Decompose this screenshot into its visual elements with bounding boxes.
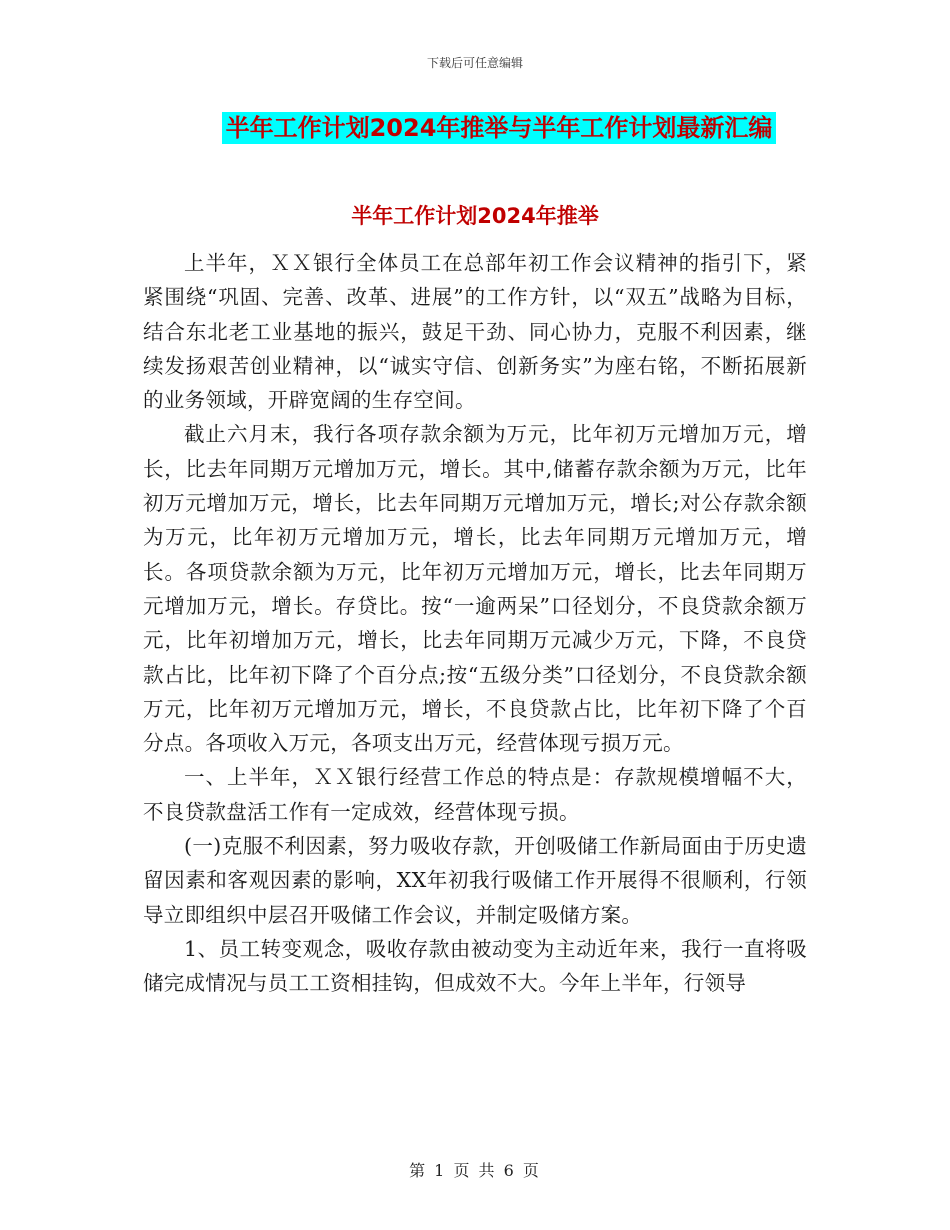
document-title-container — [0, 112, 950, 144]
paragraph: 1、员工转变观念，吸收存款由被动变为主动近年来，我行一直将吸储完成情况与员工工资相挂钩，但成效不大。今年上半年，行领导 — [143, 936, 807, 996]
header-note: 下载后可任意编辑 — [426, 56, 523, 70]
page-number-footer: 第 1 页 共 6 页 — [409, 1161, 541, 1180]
section-title: 半年工作计划2024年推举 — [351, 204, 599, 228]
paragraph: 上半年，ＸＸ银行全体员工在总部年初工作会议精神的指引下，紧紧围绕“巩固、完善、改革、进展”的工作方针，以“双五”战略为目标，结合东北老工业基地的振兴，鼓足干劲、同心协力，克服不利因素，继续发扬艰苦创业精神，以“诚实守信、创新务实”为座右铭，不断拓展新的业务领域，开辟宽阔的生存空间。 — [143, 251, 807, 413]
document-title: 半年工作计划2024年推举与半年工作计划最新汇编 — [222, 112, 777, 144]
paragraph: 一、上半年，ＸＸ银行经营工作总的特点是：存款规模增幅不大，不良贷款盘活工作有一定成效，经营体现亏损。 — [143, 765, 807, 824]
document-body — [143, 246, 807, 1001]
paragraph: 截止六月末，我行各项存款余额为万元，比年初万元增加万元，增长，比去年同期万元增加万元，增长。其中,储蓄存款余额为万元，比年初万元增加万元，增长，比去年同期万元增加万元，增长;对公存款余额为万元，比年初万元增加万元，增长，比去年同期万元增加万元，增长。各项贷款余额为万元，比年初万元增加万元，增长，比去年同期万元增加万元，增长。存贷比。按“一逾两呆”口径划分，不良贷款余额万元，比年初增加万元，增长，比去年同期万元减少万元，下降，不良贷款占比，比年初下降了个百分点;按“五级分类”口径划分，不良贷款余额万元，比年初万元增加万元，增长，不良贷款占比，比年初下降了个百分点。各项收入万元，各项支出万元，经营体现亏损万元。 — [143, 422, 807, 756]
paragraph: (一)克服不利因素，努力吸收存款，开创吸储工作新局面由于历史遗留因素和客观因素的影响，XX年初我行吸储工作开展得不很顺利，行领导立即组织中层召开吸储工作会议，并制定吸储方案。 — [143, 834, 807, 927]
